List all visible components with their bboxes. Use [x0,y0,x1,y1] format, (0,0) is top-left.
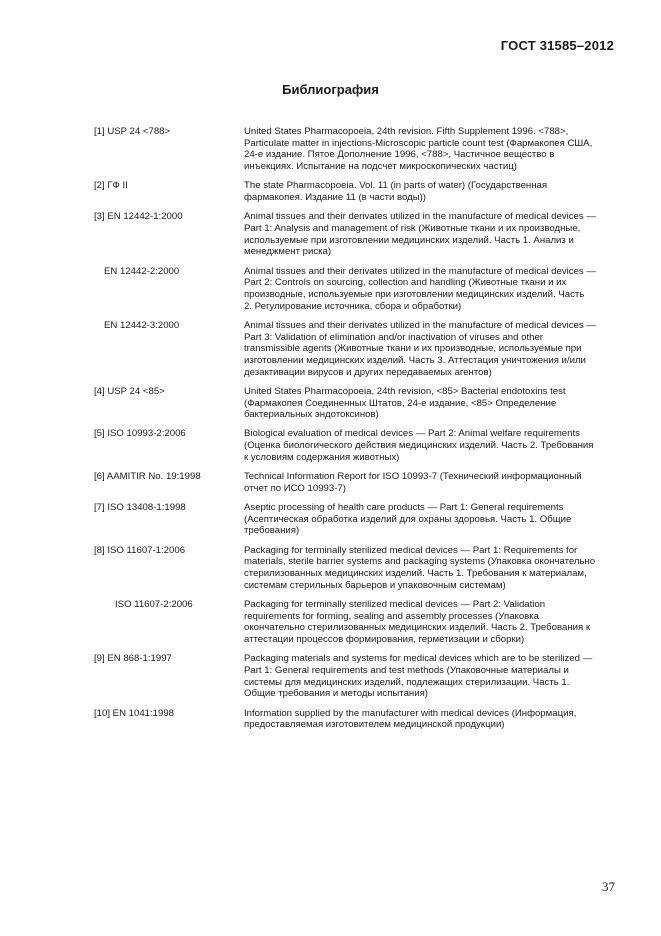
reference-text: Technical Information Report for ISO 10993-7 (Технический информационный отчет по ИСО 10993-7) [244,471,582,494]
bibliography-entry [94,545,612,592]
bibliography-entry [94,471,612,494]
bibliography-entry [94,266,612,313]
standard-code: ГОСТ 31585–2012 [500,38,614,53]
bibliography-entry [94,320,612,379]
page-title: Библиография [282,82,379,97]
reference-code: EN 12442-3:2000 [104,319,180,331]
bibliography-entry [94,653,612,700]
reference-text: Animal tissues and their derivates utilized in the manufacture of medical devices — Part 1: Analysis and management of risk (Животные ткани и их производные, используемые при изготовлении медицинских изделий. Часть 1. Анализ и менеджмент риска) [244,211,596,258]
reference-text: Aseptic processing of health care products — Part 1: General requirements (Асептическая обработка изделий для охраны здоровья. Часть 1. Общие требования) [244,501,572,537]
reference-code: [5] ISO 10993-2:2006 [94,428,186,440]
bibliography-entry [94,180,612,203]
bibliography-entry [94,502,612,537]
reference-text: Packaging for terminally sterilized medical devices — Part 2: Validation requirements for forming, sealing and assembly processes (Упаковка окончательно стерилизованных медицинских изделий. Часть 2. Требования к аттестации процессов формирования, герметизации и сборки) [244,598,591,646]
bibliography-entry [94,428,612,463]
reference-text: Animal tissues and their derivates utilized in the manufacture of medical devices — Part 2: Controls on sourcing, collection and handling (Животные ткани и их производные, используемые при изготовлении медицинских изделий. Часть 2. Регулирование источника, сбора и обработки) [244,265,596,312]
reference-text: Packaging for terminally sterilized medical devices — Part 1: Requirements for materials, sterile barrier systems and packaging systems (Упаковка окончательно стерилизованных медицинских изделий. Часть 1. Требования к материалам, системам стерильных барьеров и упаковочным системам) [244,544,596,591]
reference-code: [7] ISO 13408-1:1998 [94,501,186,513]
reference-code: [3] EN 12442-1:2000 [94,211,183,223]
reference-code: [8] ISO 11607-1:2006 [94,544,186,556]
bibliography-list [94,126,612,738]
reference-text: Packaging materials and systems for medical devices which are to be sterilized — Part 1: General requirements and test methods (Упаковочные материалы и системы для медицинских изделий, подлежащих стерилизации. Часть 1. Общие требования и методы испытания) [244,653,593,700]
reference-code: ISO 11607-2:2006 [115,598,193,610]
reference-code: [9] EN 868-1:1997 [94,653,172,665]
bibliography-entry [94,126,612,173]
reference-code: EN 12442-2:2000 [104,265,180,277]
reference-text: United States Pharmacopoeia, 24th revision. Fifth Supplement 1996. <788>, Particulate matter in injections-Microscopic particle count test (Фармакопея США, 24-е издание. Пятое Дополнение 1996, <788>, Частичное вещество в инъекциях. Испытание на подсчет микроскопических частиц) [244,126,593,173]
reference-text: United States Pharmacopoeia, 24th revision, <85> Bacterial endotoxins test (Фармакопея Соединенных Штатов, 24-е издание, <85> Определение бактериальных эндотоксинов) [244,385,566,421]
reference-code: [6] AAMITIR No. 19:1998 [94,471,201,483]
bibliography-entry [94,211,612,258]
bibliography-entry [94,708,612,731]
reference-text: Information supplied by the manufacturer with medical devices (Информация, предоставляемая изготовителем медицинской продукции) [244,707,577,731]
bibliography-entry [94,386,612,421]
reference-code: [1] USP 24 <788> [94,126,171,137]
page-number: 37 [602,879,615,894]
reference-code: [10] EN 1041:1998 [94,707,175,719]
reference-text: Biological evaluation of medical devices — Part 2: Animal welfare requirements (Оценка биологического действия медицинских изделий. Часть 2. Требования к условиям содержания животных) [244,428,594,463]
bibliography-entry [94,599,612,646]
reference-text: Animal tissues and their derivates utilized in the manufacture of medical devices — Part 3: Validation of elimination and/or inactivation of viruses and other transmissible agents (Животные ткани и их производные, используемые при изготовлении медицинских изделий. Часть 3. Аттестация уничтожения и/или дезактивации вирусов и других передаваемых агентов) [244,319,596,378]
reference-code: [2] ГФ II [94,180,128,192]
reference-code: [4] USP 24 <85> [94,385,165,397]
reference-text: The state Pharmacopoeia. Vol. 11 (in parts of water) (Государственная фармакопея. Издание 11 (в части воды)) [244,180,548,204]
